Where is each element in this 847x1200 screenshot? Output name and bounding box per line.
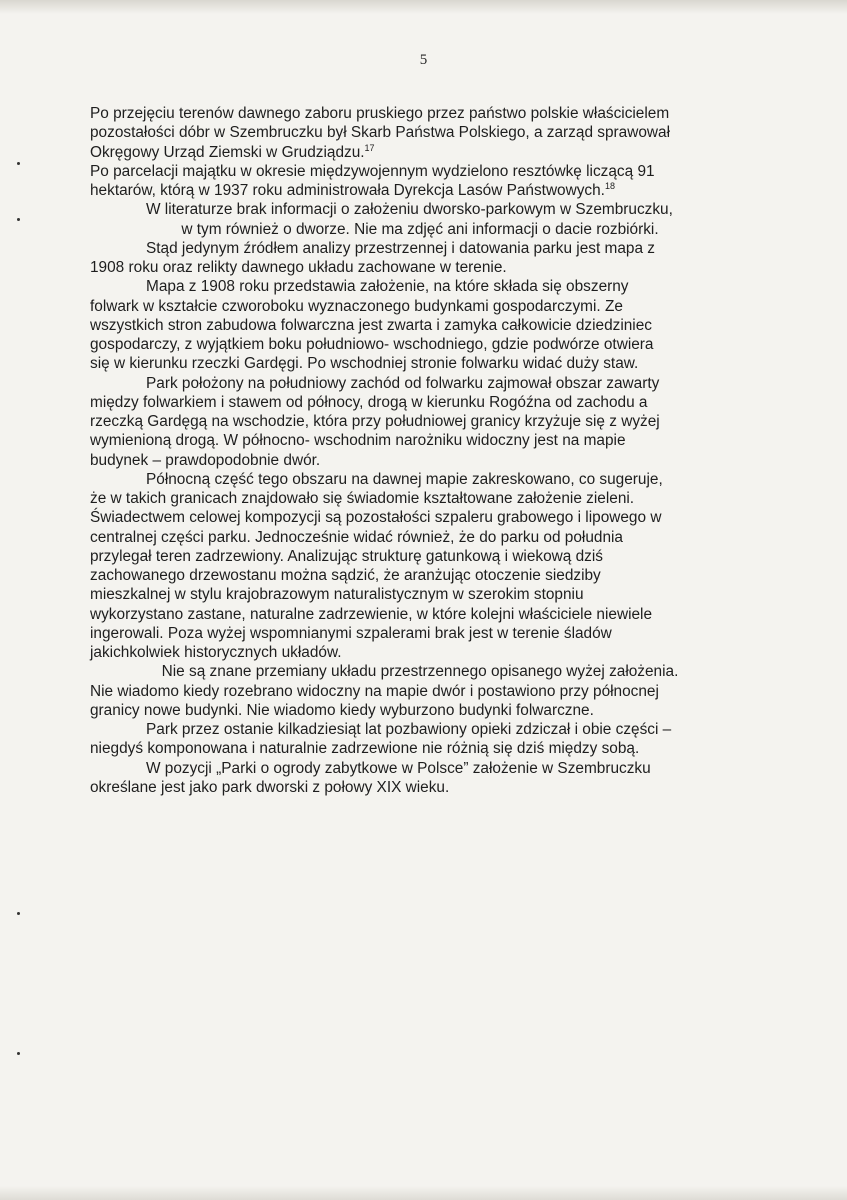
text-line: Stąd jedynym źródłem analizy przestrzennej i datowania parku jest mapa z bbox=[146, 239, 655, 257]
text-line: Nie są znane przemiany układu przestrzennego opisanego wyżej założenia. bbox=[161, 663, 679, 681]
text-line: Nie wiadomo kiedy rozebrano widoczny na mapie dwór i postawiono przy północnej bbox=[90, 682, 659, 700]
text-line: granicy nowe budynki. Nie wiadomo kiedy wyburzono budynki folwarczne. bbox=[90, 701, 594, 719]
scan-edge-bottom bbox=[0, 1186, 847, 1200]
footnote-ref-17: 17 bbox=[364, 142, 375, 153]
scan-edge-top bbox=[0, 0, 847, 14]
text-line: wykorzystano zastane, naturalne zadrzewienie, w które kolejni właściciele niewiele bbox=[90, 605, 653, 623]
text-line: Park przez ostanie kilkadziesiąt lat pozbawiony opieki zdziczał i obie części – bbox=[146, 721, 672, 738]
text-line: folwark w kształcie czworoboku wyznaczonego budynkami gospodarczymi. Ze bbox=[90, 297, 623, 315]
text-line: pozostałości dóbr w Szembruczku był Skarb Państwa Polskiego, a zarząd sprawował bbox=[90, 124, 670, 142]
text-line: wszystkich stron zabudowa folwarczna jest zwarta i zamyka całkowicie dziedziniec bbox=[90, 316, 652, 334]
margin-mark bbox=[17, 162, 20, 165]
text-line: w tym również o dworze. Nie ma zdjęć ani informacji o dacie rozbiórki. bbox=[181, 220, 659, 238]
text-line: W literaturze brak informacji o założeniu dworsko-parkowym w Szembruczku, bbox=[146, 201, 673, 219]
text-line: mieszkalnej w stylu krajobrazowym naturalistycznym w szerokim stopniu bbox=[90, 586, 584, 604]
text-line: Park położony na południowy zachód od folwarku zajmował obszar zawarty bbox=[146, 374, 660, 392]
text-line: 1908 roku oraz relikty dawnego układu zachowane w terenie. bbox=[90, 259, 507, 276]
footnote-ref-18: 18 bbox=[604, 181, 615, 191]
body-text bbox=[90, 104, 750, 797]
text-line: rzeczką Gardęgą na wschodzie, która przy południowej granicy krzyżuje się z wyżej bbox=[90, 413, 660, 430]
text-line: Mapa z 1908 roku przedstawia założenie, na które składa się obszerny bbox=[146, 278, 629, 296]
text-line: gospodarczy, z wyjątkiem boku południowo- wschodniego, gdzie podwórze otwiera bbox=[90, 336, 654, 353]
text-line: centralnej części parku. Jednocześnie widać również, że do parku od południa bbox=[90, 528, 623, 546]
text-line: że w takich granicach znajdowało się świadomie kształtowane założenie zieleni. bbox=[90, 490, 635, 507]
margin-mark bbox=[17, 912, 20, 915]
text-line: W pozycji „Parki o ogrody zabytkowe w Polsce” założenie w Szembruczku bbox=[146, 759, 651, 777]
text-line: Świadectwem celowej kompozycji są pozostałości szpaleru grabowego i lipowego w bbox=[90, 509, 662, 527]
text-line: ingerowali. Poza wyżej wspomnianymi szpalerami brak jest w terenie śladów bbox=[90, 624, 612, 642]
text-line: Po przejęciu terenów dawnego zaboru pruskiego przez państwo polskie właścicielem bbox=[90, 105, 670, 122]
margin-mark bbox=[17, 1052, 20, 1055]
text-line: budynek – prawdopodobnie dwór. bbox=[90, 451, 321, 469]
text-line: zachowanego drzewostanu można sądzić, że aranżując otoczenie siedziby bbox=[90, 567, 601, 584]
page-number: 5 bbox=[419, 52, 428, 68]
text-line: Po parcelacji majątku w okresie międzywojennym wydzielono resztówkę liczącą 91 bbox=[90, 162, 655, 180]
margin-mark bbox=[17, 218, 20, 221]
text-line: jakichkolwiek historycznych układów. bbox=[90, 644, 342, 661]
text-line: się w kierunku rzeczki Gardęgi. Po wschodniej stronie folwarku widać duży staw. bbox=[90, 355, 639, 373]
text-line: Okręgowy Urząd Ziemski w Grudziądzu.$^{17}$ bbox=[90, 142, 375, 161]
text-line: wymienioną drogą. W północno- wschodnim narożniku widoczny jest na mapie bbox=[90, 432, 626, 450]
text-line: niegdyś komponowana i naturalnie zadrzewione nie różnią się dziś między sobą. bbox=[90, 740, 640, 758]
text-line: między folwarkiem i stawem od północy, drogą w kierunku Rogóźna od zachodu a bbox=[90, 393, 648, 411]
text-line: Północną część tego obszaru na dawnej mapie zakreskowano, co sugeruje, bbox=[146, 470, 663, 488]
text-line: określane jest jako park dworski z połowy XIX wieku. bbox=[90, 778, 450, 796]
text-line: przylegał teren zadrzewiony. Analizując strukturę gatunkową i wiekową dziś bbox=[90, 547, 603, 565]
text-line: hektarów, którą w 1937 roku administrowała Dyrekcja Lasów Państwowych.$^{18}$ bbox=[90, 181, 615, 199]
